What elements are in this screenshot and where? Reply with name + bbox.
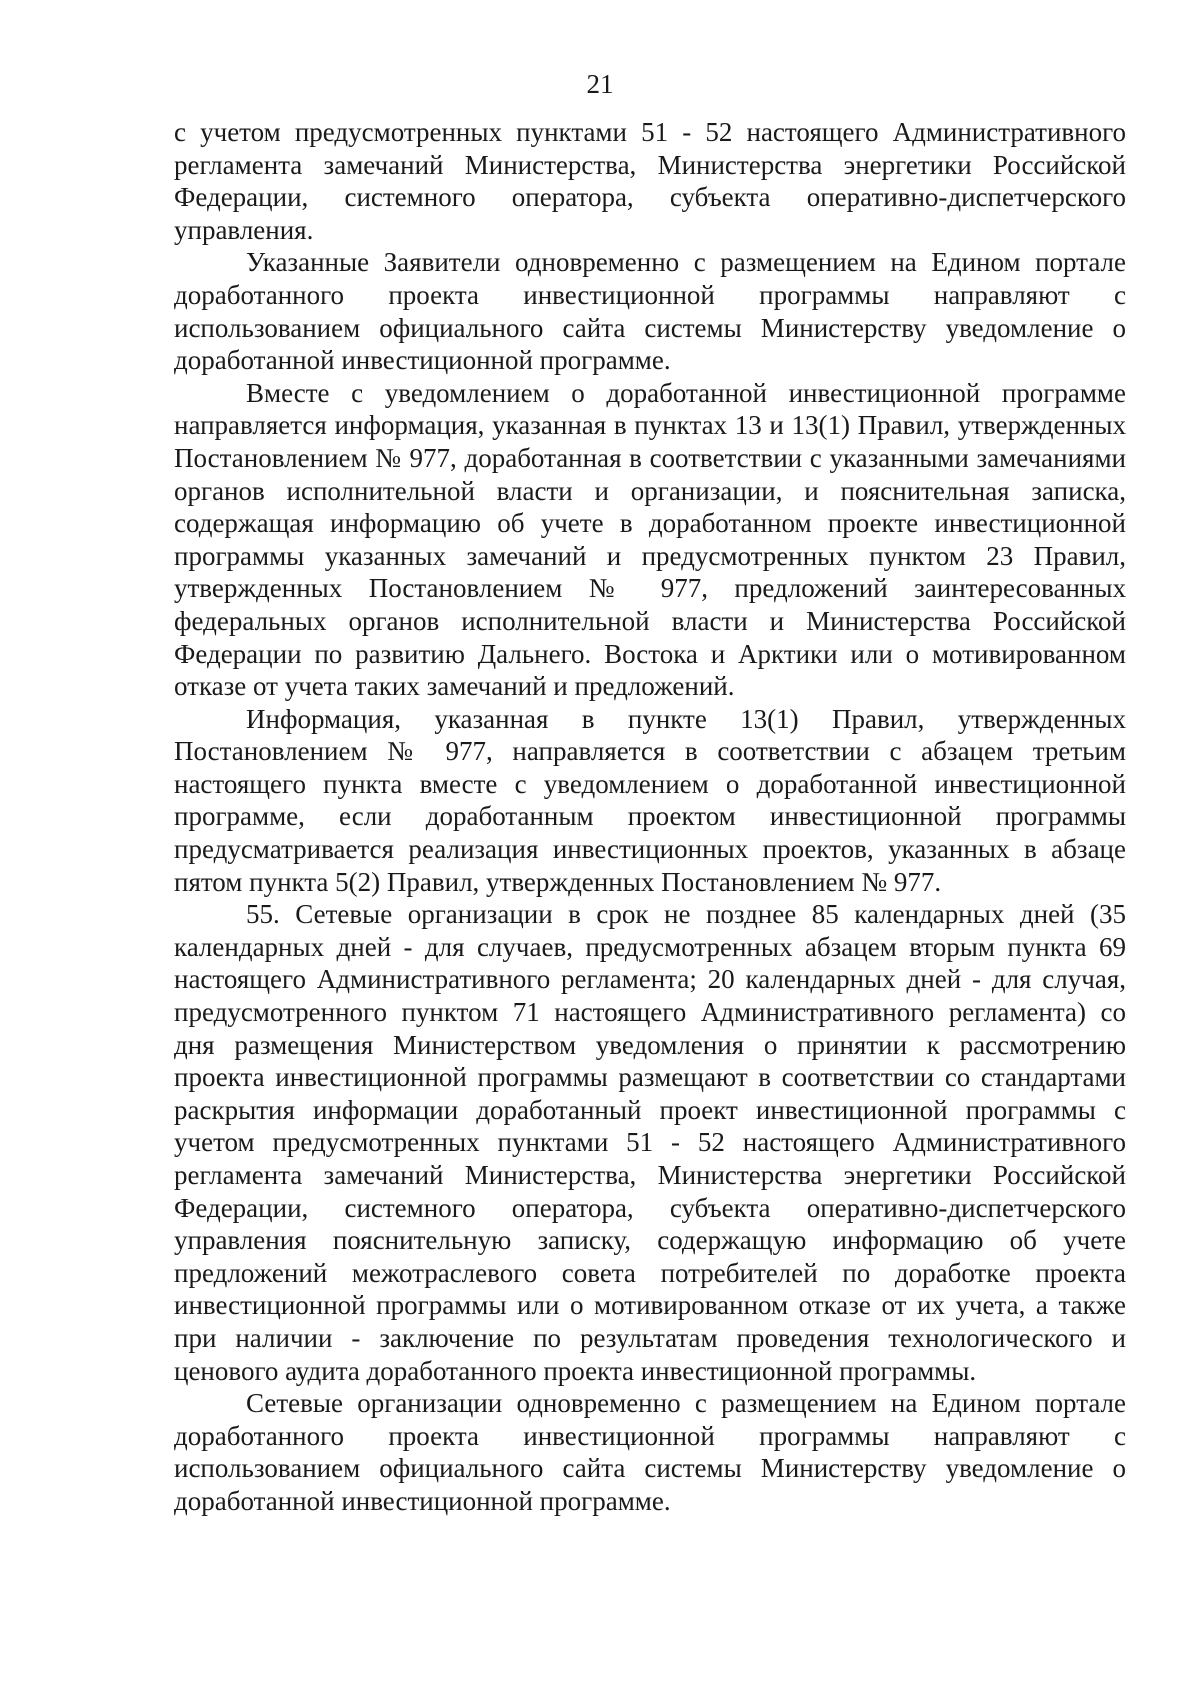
document-body [174, 116, 1126, 1518]
paragraph-3: Вместе с уведомлением о доработанной инвестиционной программе направляется информация, указанная в пунктах 13 и 13(1) Правил, утвержденных Постановлением № 977, доработанная в соответствии с указанными замечаниями органов исполнительной власти и организации, и пояснительная записка, содержащая информацию об учете в доработанном проекте инвестиционной программы указанных замечаний и предусмотренных пунктом 23 Правил, утвержденных Постановлением № 977, предложений заинтересованных федеральных органов исполнительной власти и Министерства Российской Федерации по развитию Дальнего. Востока и Арктики или о мотивированном отказе от учета таких замечаний и предложений. [174, 377, 1126, 702]
paragraph-5: 55. Сетевые организации в срок не позднее 85 календарных дней (35 календарных дней - для случаев, предусмотренных абзацем вторым пункта 69 настоящего Административного регламента; 20 календарных дней - для случая, предусмотренного пунктом 71 настоящего Административного регламента) со дня размещения Министерством уведомления о принятии к рассмотрению проекта инвестиционной программы размещают в соответствии со стандартами раскрытия информации доработанный проект инвестиционной программы с учетом предусмотренных пунктами 51 - 52 настоящего Административного регламента замечаний Министерства, Министерства энергетики Российской Федерации, системного оператора, субъекта оперативно-диспетчерского управления пояснительную записку, содержащую информацию об учете предложений межотраслевого совета потребителей по доработке проекта инвестиционной программы или о мотивированном отказе от их учета, а также при наличии - заключение по результатам проведения технологического и ценового аудита доработанного проекта инвестиционной программы. [174, 899, 1126, 1386]
page-number: 21 [586, 69, 614, 99]
paragraph-1: с учетом предусмотренных пунктами 51 - 52 настоящего Административного регламента замечаний Министерства, Министерства энергетики Российской Федерации, системного оператора, субъекта оперативно-диспетчерского управления. [174, 117, 1126, 245]
paragraph-6: Сетевые организации одновременно с размещением на Едином портале доработанного проекта инвестиционной программы направляют с использованием официального сайта системы Министерству уведомление о доработанной инвестиционной программе. [174, 1388, 1126, 1516]
paragraph-2: Указанные Заявители одновременно с размещением на Едином портале доработанного проекта инвестиционной программы направляют с использованием официального сайта системы Министерству уведомление о доработанной инвестиционной программе. [174, 247, 1126, 376]
paragraph-4: Информация, указанная в пункте 13(1) Правил, утвержденных Постановлением № 977, направляется в соответствии с абзацем третьим настоящего пункта вместе с уведомлением о доработанной инвестиционной программе, если доработанным проектом инвестиционной программы предусматривается реализация инвестиционных проектов, указанных в абзаце пятом пункта 5(2) Правил, утвержденных Постановлением № 977. [174, 703, 1126, 897]
